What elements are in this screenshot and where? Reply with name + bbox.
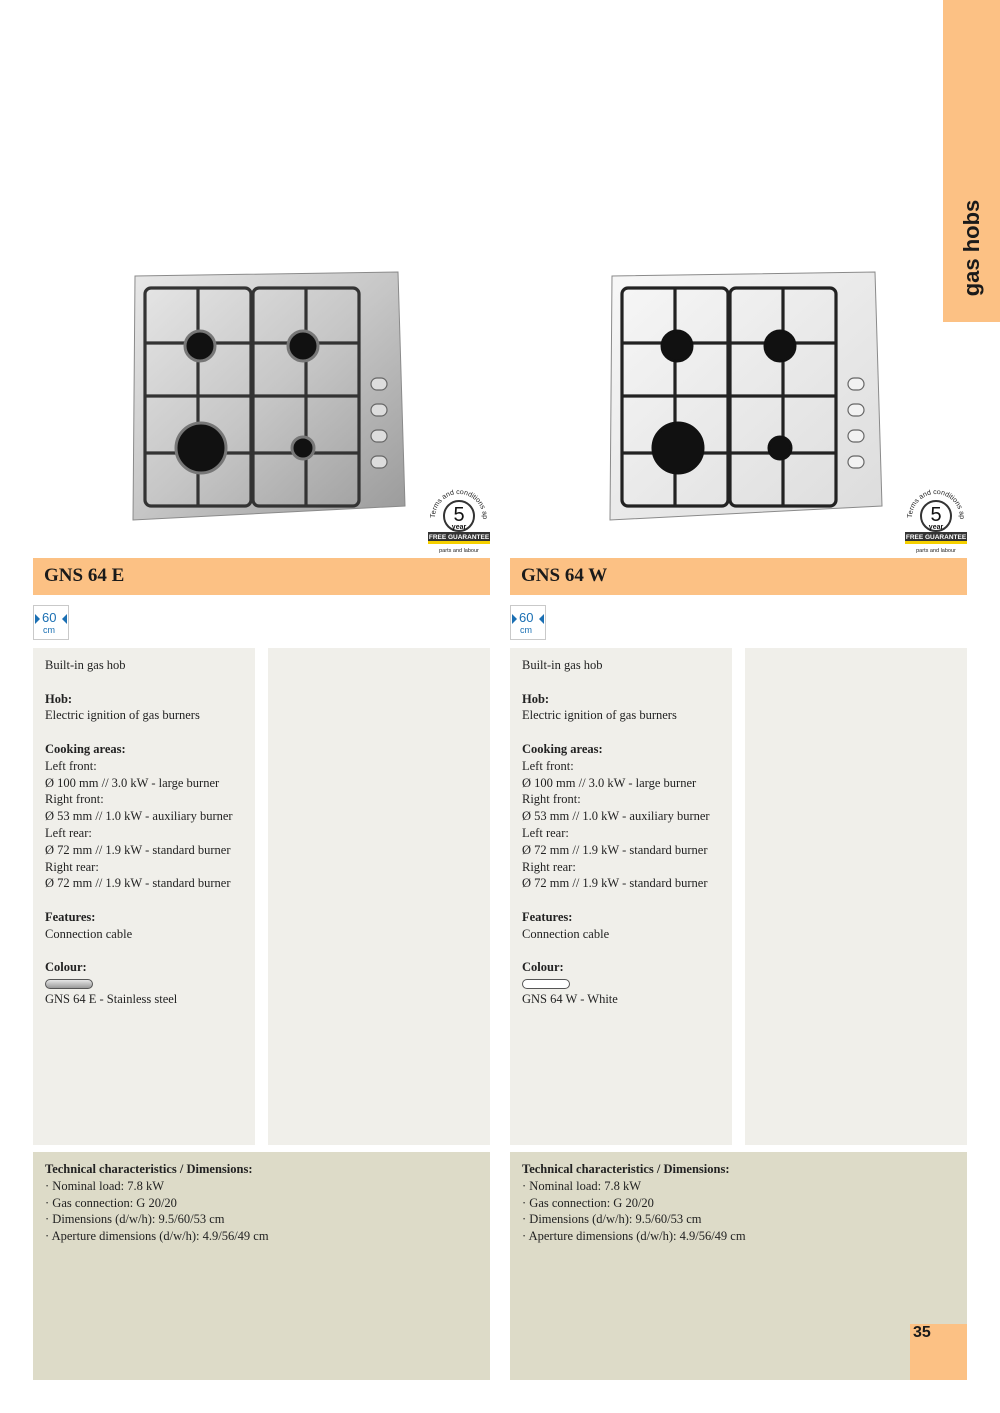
svg-text:year: year — [451, 524, 467, 531]
specification-panel — [510, 648, 732, 1145]
hob-product-image — [123, 268, 413, 530]
product-column-right — [510, 0, 967, 1413]
specification-panel — [33, 648, 255, 1145]
guarantee-seal-icon — [904, 478, 968, 554]
technical-line: · Nominal load: 7.8 kW — [522, 1178, 642, 1193]
hob-heading: Hob: — [522, 691, 550, 706]
cooking-area-line: Left front: — [522, 758, 574, 773]
cooking-area-line: Ø 72 mm // 1.9 kW - standard burner — [45, 876, 231, 891]
colour-heading: Colour: — [522, 960, 564, 975]
svg-text:parts and labour: parts and labour — [439, 548, 479, 554]
technical-line: · Dimensions (d/w/h): 9.5/60/53 cm — [522, 1212, 702, 1227]
technical-line: · Gas connection: G 20/20 — [45, 1195, 177, 1210]
hob-heading: Hob: — [45, 691, 73, 706]
technical-panel — [33, 1152, 490, 1380]
technical-list — [45, 1178, 269, 1245]
page-number: 35 — [913, 1324, 931, 1341]
colour-swatch — [45, 979, 93, 989]
cooking-area-line: Ø 72 mm // 1.9 kW - standard burner — [522, 842, 708, 857]
hob-text: Electric ignition of gas burners — [522, 708, 677, 723]
product-title: GNS 64 W — [521, 565, 608, 586]
hob-product-image — [600, 268, 890, 530]
features-text: Connection cable — [522, 926, 610, 941]
cooking-area-line: Ø 100 mm // 3.0 kW - large burner — [45, 775, 220, 790]
product-title: GNS 64 E — [44, 565, 125, 586]
features-heading: Features: — [522, 909, 573, 924]
cooking-area-line: Ø 72 mm // 1.9 kW - standard burner — [522, 876, 708, 891]
cooking-area-line: Left rear: — [45, 825, 92, 840]
svg-text:5: 5 — [453, 504, 465, 526]
svg-text:year: year — [928, 524, 944, 531]
features-text: Connection cable — [45, 926, 133, 941]
guarantee-badge — [427, 478, 491, 554]
technical-list — [522, 1178, 746, 1245]
cooking-area-line: Right front: — [522, 792, 581, 807]
cooking-areas-heading: Cooking areas: — [45, 741, 126, 756]
technical-line: · Gas connection: G 20/20 — [522, 1195, 654, 1210]
cooking-area-line: Right rear: — [45, 859, 99, 874]
technical-line: · Nominal load: 7.8 kW — [45, 1178, 165, 1193]
section-tab-label: gas hobs — [958, 199, 984, 297]
technical-panel — [510, 1152, 967, 1380]
technical-line: · Dimensions (d/w/h): 9.5/60/53 cm — [45, 1212, 225, 1227]
hob-text: Electric ignition of gas burners — [45, 708, 200, 723]
colour-text: GNS 64 E - Stainless steel — [45, 992, 178, 1007]
svg-text:FREE GUARANTEE: FREE GUARANTEE — [428, 534, 490, 541]
product-column-left — [33, 0, 490, 1413]
technical-line: · Aperture dimensions (d/w/h): 4.9/56/49 cm — [45, 1229, 269, 1244]
colour-heading: Colour: — [45, 960, 87, 975]
cooking-area-line: Left rear: — [522, 825, 569, 840]
cooking-area-line: Ø 53 mm // 1.0 kW - auxiliary burner — [522, 809, 710, 824]
cooking-area-line: Right front: — [45, 792, 104, 807]
size-60cm-icon: 60 cm — [33, 605, 69, 640]
svg-text:Terms and conditions apply: Terms and conditions ap — [429, 488, 489, 520]
product-title-bar — [33, 558, 490, 595]
svg-text:Terms and conditions apply: Terms and conditions ap — [906, 488, 966, 520]
specification-panel-blank — [268, 648, 490, 1145]
guarantee-seal-icon — [427, 478, 491, 554]
page-number-box — [910, 1324, 967, 1380]
cooking-area-line: Ø 72 mm // 1.9 kW - standard burner — [45, 842, 231, 857]
guarantee-badge — [904, 478, 968, 554]
cooking-areas-list — [522, 758, 710, 892]
technical-heading: Technical characteristics / Dimensions: — [45, 1162, 253, 1176]
cooking-area-line: Right rear: — [522, 859, 576, 874]
technical-heading: Technical characteristics / Dimensions: — [522, 1162, 730, 1176]
specification-panel-blank — [745, 648, 967, 1145]
product-title-bar — [510, 558, 967, 595]
product-type: Built-in gas hob — [522, 658, 603, 672]
features-heading: Features: — [45, 909, 96, 924]
colour-text: GNS 64 W - White — [522, 992, 618, 1007]
technical-line: · Aperture dimensions (d/w/h): 4.9/56/49 cm — [522, 1229, 746, 1244]
product-type: Built-in gas hob — [45, 658, 126, 672]
svg-text:5: 5 — [930, 504, 942, 526]
svg-text:FREE GUARANTEE: FREE GUARANTEE — [905, 534, 967, 541]
svg-text:parts and labour: parts and labour — [916, 548, 956, 554]
cooking-area-line: Ø 100 mm // 3.0 kW - large burner — [522, 775, 697, 790]
cooking-area-line: Left front: — [45, 758, 97, 773]
cooking-areas-heading: Cooking areas: — [522, 741, 603, 756]
cooking-area-line: Ø 53 mm // 1.0 kW - auxiliary burner — [45, 809, 233, 824]
size-60cm-icon: 60 cm — [510, 605, 546, 640]
cooking-areas-list — [45, 758, 233, 892]
colour-swatch — [522, 979, 570, 989]
